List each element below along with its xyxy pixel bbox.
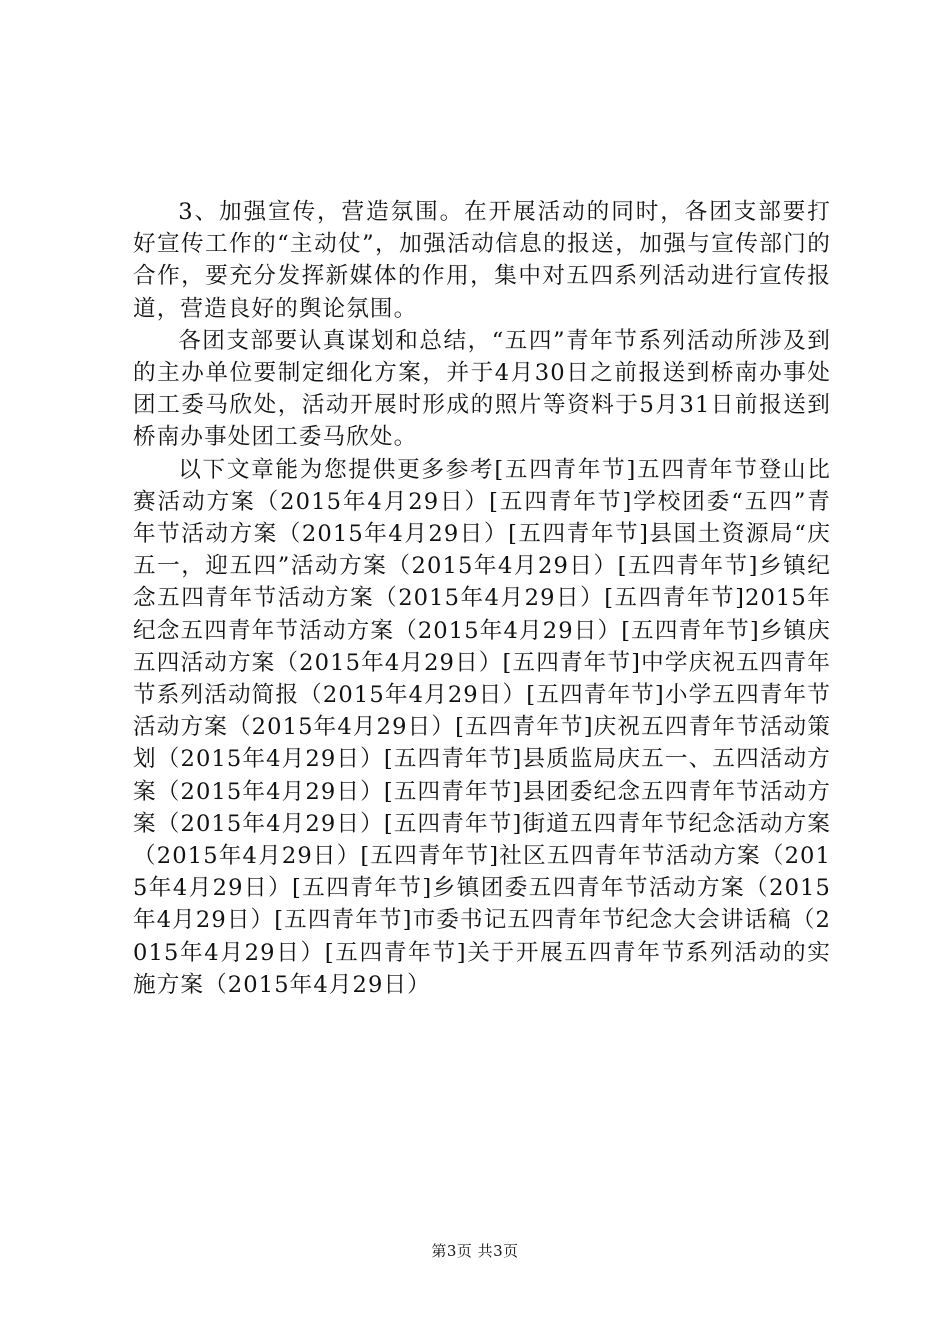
paragraph-publicity: 3、加强宣传，营造氛围。在开展活动的同时，各团支部要打好宣传工作的“主动仗”，加强活动信息的报送，加强与宣传部门的合作，要充分发挥新媒体的作用，集中对五四系列活动进行宣传报道，营造良好的舆论氛围。 — [133, 199, 831, 322]
paragraph-related-articles: 以下文章能为您提供更多参考[五四青年节]五四青年节登山比赛活动方案（2015年4月29日）[五四青年节]学校团委“五四”青年节活动方案（2015年4月29日）[五四青年节]县国土资源局“庆五一，迎五四”活动方案（2015年4月29日）[五四青年节]乡镇纪念五四青年节活动方案（2015年4月29日）[五四青年节]2015年纪念五四青年节活动方案（2015年4月29日）[五四青年节]乡镇庆五四活动方案（2015年4月29日）[五四青年节]中学庆祝五四青年节系列活动简报（2015年4月29日）[五四青年节]小学五四青年节活动方案（2015年4月29日）[五四青年节]庆祝五四青年节活动策划（2015年4月29日）[五四青年节]县质监局庆五一、五四活动方案（2015年4月29日）[五四青年节]县团委纪念五四青年节活动方案（2015年4月29日）[五四青年节]街道五四青年节纪念活动方案（2015年4月29日）[五四青年节]社区五四青年节活动方案（2015年4月29日）[五四青年节]乡镇团委五四青年节活动方案（2015年4月29日）[五四青年节]市委书记五四青年节纪念大会讲话稿（2015年4月29日）[五四青年节]关于开展五四青年节系列活动的实施方案（2015年4月29日） — [133, 456, 831, 998]
page-footer: 第3页 共3页 — [431, 1242, 519, 1260]
paragraph-submission: 各团支部要认真谋划和总结，“五四”青年节系列活动所涉及到的主办单位要制定细化方案，并于4月30日之前报送到桥南办事处团工委马欣处，活动开展时形成的照片等资料于5月31日前报送到桥南办事处团工委马欣处。 — [133, 327, 831, 451]
document-body — [133, 196, 831, 1001]
